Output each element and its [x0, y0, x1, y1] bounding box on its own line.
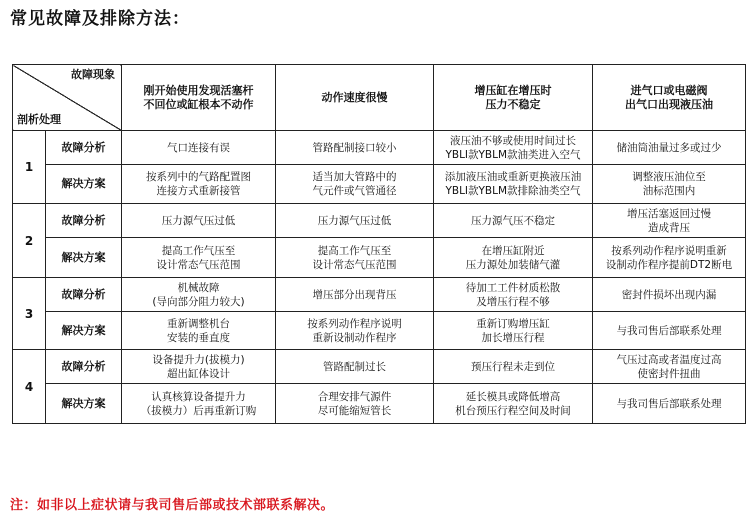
- fault-table: [12, 64, 746, 424]
- footer-note: 注：如非以上症状请与我司售后部或技术部联系解决。: [10, 498, 335, 513]
- analysis-cell: 机械故障 (导向部分阻力较大): [122, 278, 276, 312]
- solution-label: 解决方案: [46, 238, 122, 278]
- solution-row: [13, 312, 746, 350]
- solution-cell: 按系列中的气路配置图 连接方式重新接管: [122, 165, 276, 204]
- column-header-text: 进气口或电磁阀 出气口出现液压油: [625, 83, 713, 111]
- analysis-row: [13, 131, 746, 165]
- solution-cell: 按系列动作程序说明 重新设制动作程序: [276, 312, 434, 350]
- column-header: [593, 65, 746, 131]
- analysis-cell: 预压行程未走到位: [434, 350, 593, 384]
- solution-row: [13, 165, 746, 204]
- solution-label: 解决方案: [46, 165, 122, 204]
- group-number: 4: [13, 350, 46, 424]
- solution-cell: 按系列动作程序说明重新 设制动作程序提前DT2断电: [593, 238, 746, 278]
- analysis-cell: 压力源气压过低: [276, 204, 434, 238]
- column-header-text: 增压缸在增压时 压力不稳定: [474, 83, 552, 111]
- group-number: 3: [13, 278, 46, 350]
- column-header-text: 动作速度很慢: [321, 90, 388, 104]
- solution-cell: 添加液压油或重新更换液压油 YBLI款YBLM款排除油类空气: [434, 165, 593, 204]
- header-row: [13, 65, 746, 131]
- analysis-cell: 气压过高或者温度过高 使密封件扭曲: [593, 350, 746, 384]
- group-number: 2: [13, 204, 46, 278]
- solution-label: 解决方案: [46, 312, 122, 350]
- solution-cell: 适当加大管路中的 气元件或气管通径: [276, 165, 434, 204]
- solution-cell: 与我司售后部联系处理: [593, 312, 746, 350]
- column-header: [276, 65, 434, 131]
- solution-cell: 重新调整机台 安装的垂直度: [122, 312, 276, 350]
- corner-bottom-label: 剖析处理: [17, 113, 61, 126]
- solution-cell: 在增压缸附近 压力源处加装储气灌: [434, 238, 593, 278]
- analysis-cell: 管路配制接口较小: [276, 131, 434, 165]
- solution-cell: 合理安排气源件 尽可能缩短管长: [276, 384, 434, 424]
- analysis-label: 故障分析: [46, 131, 122, 165]
- analysis-row: [13, 204, 746, 238]
- solution-cell: 调整液压油位至 油标范围内: [593, 165, 746, 204]
- analysis-cell: 管路配制过长: [276, 350, 434, 384]
- analysis-label: 故障分析: [46, 278, 122, 312]
- analysis-cell: 增压活塞返回过慢 造成背压: [593, 204, 746, 238]
- fault-table-wrapper: [12, 64, 746, 424]
- analysis-cell: 设备提升力(拔模力) 超出缸体设计: [122, 350, 276, 384]
- column-header: [122, 65, 276, 131]
- analysis-cell: 储油筒油量过多或过少: [593, 131, 746, 165]
- analysis-row: [13, 278, 746, 312]
- column-header: [434, 65, 593, 131]
- column-header-text: 刚开始使用发现活塞杆 不回位或缸根本不动作: [143, 83, 254, 111]
- solution-cell: 提高工作气压至 设计常态气压范围: [276, 238, 434, 278]
- corner-cell: [13, 65, 122, 131]
- analysis-row: [13, 350, 746, 384]
- solution-cell: 与我司售后部联系处理: [593, 384, 746, 424]
- analysis-cell: 气口连接有误: [122, 131, 276, 165]
- solution-row: [13, 384, 746, 424]
- analysis-cell: 压力源气压不稳定: [434, 204, 593, 238]
- fault-table-body: [13, 65, 746, 424]
- solution-cell: 认真核算设备提升力 （拔模力）后再重新订购: [122, 384, 276, 424]
- analysis-label: 故障分析: [46, 204, 122, 238]
- page-title: 常见故障及排除方法：: [10, 9, 190, 29]
- solution-cell: 提高工作气压至 设计常态气压范围: [122, 238, 276, 278]
- solution-cell: 延长模具或降低增高 机台预压行程空间及时间: [434, 384, 593, 424]
- analysis-cell: 待加工工件材质松散 及增压行程不够: [434, 278, 593, 312]
- solution-label: 解决方案: [46, 384, 122, 424]
- analysis-cell: 密封件损坏出现内漏: [593, 278, 746, 312]
- analysis-cell: 压力源气压过低: [122, 204, 276, 238]
- analysis-cell: 增压部分出现背压: [276, 278, 434, 312]
- group-number: 1: [13, 131, 46, 204]
- corner-top-label: 故障现象: [71, 68, 115, 81]
- solution-row: [13, 238, 746, 278]
- solution-cell: 重新订购增压缸 加长增压行程: [434, 312, 593, 350]
- analysis-label: 故障分析: [46, 350, 122, 384]
- analysis-cell: 液压油不够或使用时间过长 YBLI款YBLM款油类进入空气: [434, 131, 593, 165]
